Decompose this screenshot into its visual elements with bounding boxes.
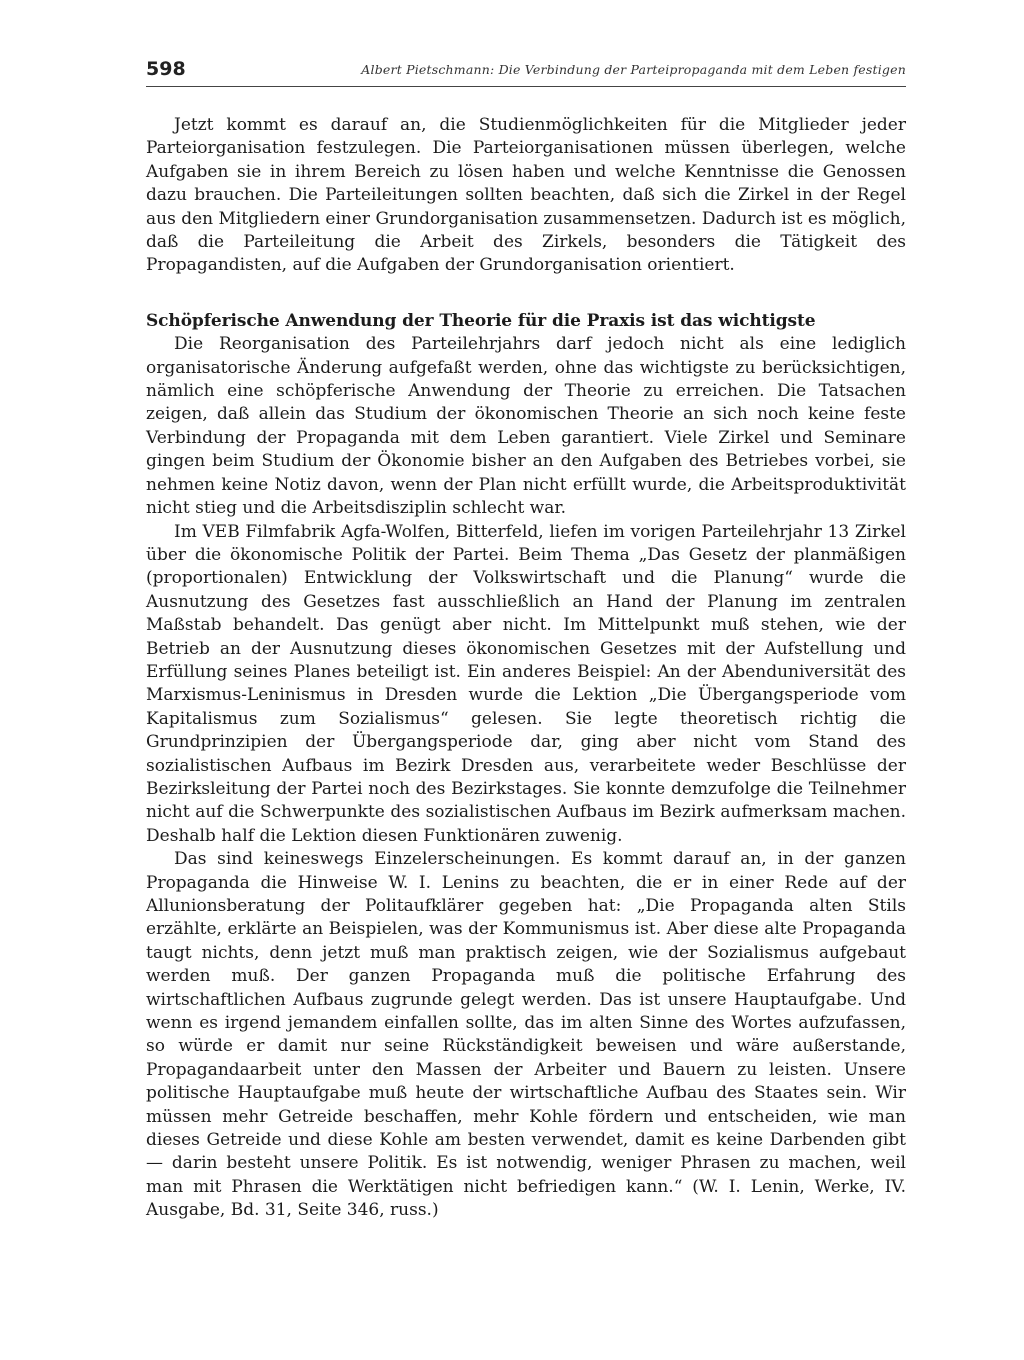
paragraph-2: Die Reorganisation des Parteilehrjahrs darf jedoch nicht als eine lediglich organisatorische Änderung aufgefaßt werden, ohne das wichtigste zu berücksichtigen, nämlich eine schöpferische Anwendung der Theorie zu erreichen. Die Tatsachen zeigen, daß allein das Studium der ökonomischen Theorie an sich noch keine feste Verbindung der Propaganda mit dem Leben garantiert. Viele Zirkel und Seminare gingen beim Studium der Ökonomie bisher an den Aufgaben des Betriebes vorbei, sie nehmen keine Notiz davon, wenn der Plan nicht erfüllt wurde, die Arbeitsproduktivität nicht stieg und die Arbeitsdisziplin schlecht war. <box>146 334 906 519</box>
paragraph-1: Jetzt kommt es darauf an, die Studienmöglichkeiten für die Mitglieder jeder Parteiorganisation festzulegen. Die Parteiorganisationen müssen überlegen, welche Aufgaben sie in ihrem Bereich zu lösen haben und welche Kenntnisse die Genossen dazu brauchen. Die Parteileitungen sollten beachten, daß sich die Zirkel in der Regel aus den Mitgliedern einer Grundorganisation zusammensetzen. Dadurch ist es möglich, daß die Parteileitung die Arbeit des Zirkels, besonders die Tätigkeit des Propagandisten, auf die Aufgaben der Grundorganisation orientiert. <box>146 115 906 276</box>
body-text <box>146 114 906 1223</box>
page-header <box>146 56 906 87</box>
page-number: 598 <box>146 58 186 80</box>
running-head: Albert Pietschmann: Die Verbindung der Parteipropaganda mit dem Leben festigen <box>361 62 906 77</box>
paragraph-3: Im VEB Filmfabrik Agfa-Wolfen, Bitterfeld, liefen im vorigen Parteilehrjahr 13 Zirkel über die ökonomische Politik der Partei. Beim Thema „Das Gesetz der planmäßigen (proportionalen) Entwicklung der Volkswirtschaft und die Planung“ wurde die Ausnutzung des Gesetzes fast ausschließlich an Hand der Planung im zentralen Maßstab behandelt. Das genügt aber nicht. Im Mittelpunkt muß stehen, wie der Betrieb an der Ausnutzung dieses ökonomischen Gesetzes mit der Aufstellung und Erfüllung seines Planes beteiligt ist. Ein anderes Beispiel: An der Abenduniversität des Marxismus-Leninismus in Dresden wurde die Lektion „Die Übergangsperiode vom Kapitalismus zum Sozialismus“ gelesen. Sie legte theoretisch richtig die Grundprinzipien der Übergangsperiode dar, ging aber nicht vom Stand des sozialistischen Aufbaus im Bezirk Dresden aus, verarbeitete weder Beschlüsse der Bezirksleitung der Partei noch des Bezirkstages. Sie konnte demzufolge die Teilnehmer nicht auf die Schwerpunkte des sozialistischen Aufbaus im Bezirk aufmerksam machen. Deshalb half die Lektion diesen Funktionären zuwenig. <box>146 521 906 846</box>
section-heading: Schöpferische Anwendung der Theorie für die Praxis ist das wichtigste <box>146 310 816 331</box>
paragraph-4: Das sind keineswegs Einzelerscheinungen. Es kommt darauf an, in der ganzen Propaganda die Hinweise W. I. Lenins zu beachten, die er in einer Rede auf der Allunionsberatung der Politaufklärer gegeben hat: „Die Propaganda alten Stils erzählte, erklärte an Beispielen, was der Kommunismus ist. Aber diese alte Propaganda taugt nichts, denn jetzt muß man praktisch zeigen, wie der Sozialismus aufgebaut werden muß. Der ganzen Propaganda muß die politische Erfahrung des wirtschaftlichen Aufbaus zugrunde gelegt werden. Das ist unsere Hauptaufgabe. Und wenn es irgend jemandem einfallen sollte, das im alten Sinne des Wortes aufzufassen, so würde er damit nur seine Rückständigkeit beweisen und wäre außerstande, Propagandaarbeit unter den Massen der Arbeiter und Bauern zu leisten. Unsere politische Hauptaufgabe muß heute der wirtschaftliche Aufbau des Staates sein. Wir müssen mehr Getreide beschaffen, mehr Kohle fördern und entscheiden, wie man dieses Getreide und diese Kohle am besten verwendet, damit es keine Darbenden gibt — darin besteht unsere Politik. Es ist notwendig, weniger Phrasen zu machen, weil man mit Phrasen die Werktätigen nicht befriedigen kann.“ (W. I. Lenin, Werke, IV. Ausgabe, Bd. 31, Seite 346, russ.) <box>146 849 906 1221</box>
